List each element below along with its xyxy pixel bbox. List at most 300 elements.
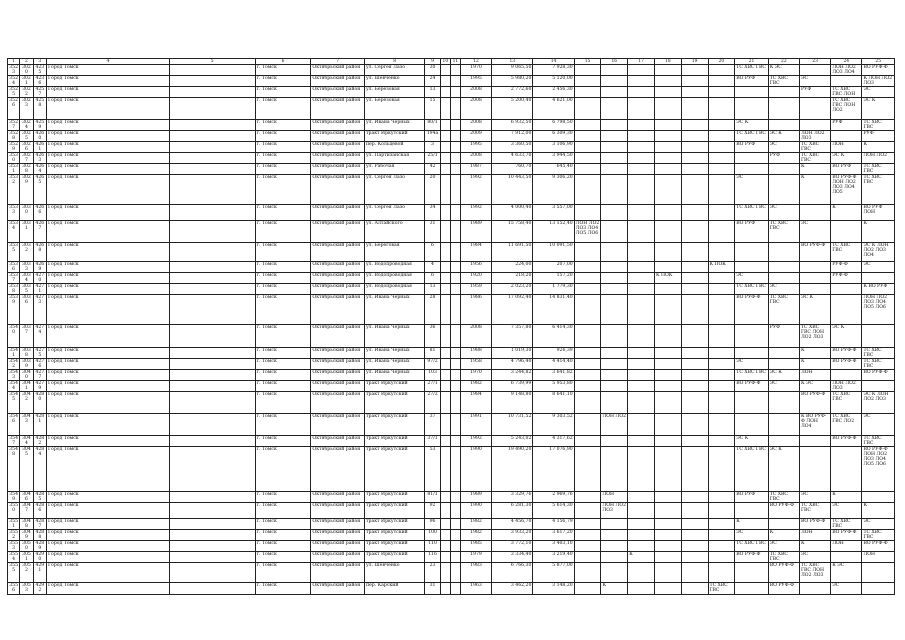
table-cell-col-7: Октябрьский район (311, 175, 365, 205)
table-cell-col-10 (440, 153, 450, 164)
table-cell-col-15 (574, 153, 601, 164)
table-cell-col-20 (708, 447, 735, 492)
table-cell-col-17 (628, 175, 655, 205)
table-cell-col-23 (799, 436, 830, 447)
table-cell-col-21: ТС ХВС ГВС (735, 447, 768, 492)
table-cell-col-3: 4257 (33, 87, 46, 98)
table-cell-col-5 (169, 175, 255, 205)
table-cell-col-25: ВО РУФ-Ф (862, 541, 895, 552)
table-cell-col-14: 7 928,30 (533, 65, 574, 76)
table-cell-col-3: 4265 (33, 175, 46, 205)
table-cell-col-3: 4292 (33, 583, 46, 595)
table-cell-col-3: 4279 (33, 381, 46, 392)
table-cell-col-22 (768, 519, 799, 530)
table-cell-col-19 (681, 131, 708, 142)
column-number-1: 1 (8, 59, 20, 65)
table-cell-col-23: РУФ (799, 87, 830, 98)
table-cell-col-22 (768, 175, 799, 205)
table-cell-col-20 (708, 348, 735, 359)
table-row (8, 175, 895, 205)
table-cell-col-2: 3048 (20, 519, 33, 530)
table-cell-col-9: 25/1 (425, 153, 441, 164)
table-cell-col-13: 10 731,52 (492, 414, 533, 436)
table-cell-col-6: г. Томск (255, 414, 311, 436)
table-cell-col-25: ВО РУФ-Ф ЛОН ЛО2 ЛО3 ЛО4 ЛО5 ЛО6 (862, 447, 895, 492)
table-cell-col-6: г. Томск (255, 492, 311, 503)
table-cell-col-14: 3 617,20 (533, 530, 574, 541)
column-number-4: 4 (47, 59, 170, 65)
table-cell-col-20 (708, 563, 735, 583)
table-cell-col-8: ул. Алтайского (364, 221, 424, 243)
table-cell-col-8: ул. Ивана Черных (364, 325, 424, 348)
table-cell-col-1: 3546 (8, 414, 20, 436)
table-cell-col-2: 3026 (20, 142, 33, 153)
table-cell-col-2: 3028 (20, 164, 33, 175)
table-cell-col-15 (574, 142, 601, 153)
table-cell-col-13: 2 023,20 (492, 284, 533, 295)
table-cell-col-18 (654, 325, 681, 348)
table-cell-col-19 (681, 120, 708, 131)
table-cell-col-15 (574, 381, 601, 392)
table-cell-col-8: ул. Ивана Черных (364, 295, 424, 325)
table-cell-col-5 (169, 348, 255, 359)
table-cell-col-22: ВО РУФ-Ф (768, 563, 799, 583)
column-number-15: 15 (574, 59, 601, 65)
table-cell-col-25: ЭС К (862, 98, 895, 120)
table-cell-col-5 (169, 120, 255, 131)
table-cell-col-7: Октябрьский район (311, 76, 365, 87)
table-cell-col-7: Октябрьский район (311, 273, 365, 284)
table-cell-col-17 (628, 325, 655, 348)
table-cell-col-6: г. Томск (255, 76, 311, 87)
table-cell-col-20 (708, 381, 735, 392)
table-cell-col-5 (169, 541, 255, 552)
table-row (8, 414, 895, 436)
table-cell-col-14: 926,39 (533, 348, 574, 359)
table-cell-col-1: 3553 (9, 541, 19, 551)
table-cell-col-3: 4270 (33, 273, 46, 284)
table-cell-col-8: тракт Иркутский (364, 414, 424, 436)
table-cell-col-12: 1989 (460, 492, 491, 503)
table-cell-col-4: Город Томск (47, 76, 170, 87)
table-cell-col-25: К (862, 221, 895, 243)
table-cell-col-9: 13 (425, 87, 441, 98)
table-cell-col-9: 15 (425, 98, 441, 120)
table-cell-col-22: ЭС (768, 284, 799, 295)
table-cell-col-21 (735, 325, 768, 348)
table-cell-col-11 (450, 325, 460, 348)
table-cell-col-14: 3 944,50 (533, 153, 574, 164)
table-cell-col-24 (831, 447, 862, 492)
table-cell-col-13: 4 633,70 (492, 153, 533, 164)
table-cell-col-19 (681, 359, 708, 370)
table-cell-col-24: ЛОН (831, 541, 862, 552)
table-cell-col-20 (708, 98, 735, 120)
table-cell-col-7: Октябрьский район (311, 359, 365, 370)
table-cell-col-18 (654, 243, 681, 262)
table-cell-col-21: ЭС (735, 175, 768, 205)
table-cell-col-2: 3044 (20, 436, 33, 447)
table-cell-col-13: 6 281,30 (492, 503, 533, 519)
table-cell-col-24: ЭС (831, 583, 862, 595)
table-cell-col-16: ЛОН ЛО2 ЛО3 (601, 503, 628, 519)
table-cell-col-11 (450, 563, 460, 583)
table-cell-col-24 (831, 295, 862, 325)
table-cell-col-2: 3027 (20, 153, 33, 164)
table-row (8, 392, 895, 414)
table-cell-col-1: 3538 (9, 284, 19, 294)
table-cell-col-24: РУФ (831, 120, 862, 131)
column-number-21: 21 (735, 59, 768, 65)
table-cell-col-18 (654, 583, 681, 595)
table-cell-col-10 (440, 447, 450, 492)
table-cell-col-23: ТС ХВС ГВС ЛОН ЛО2 ЛО3 (799, 563, 830, 583)
table-cell-col-3: 4276 (33, 359, 46, 370)
table-cell-col-21: ТС ХВС ГВС (735, 370, 768, 381)
table-cell-col-5 (169, 325, 255, 348)
table-cell-col-5 (169, 492, 255, 503)
table-cell-col-5 (169, 583, 255, 595)
table-cell-col-4: Город Томск (47, 142, 170, 153)
column-number-6: 6 (255, 59, 311, 65)
table-cell-col-16 (601, 164, 628, 175)
table-cell-col-3: 4235 (33, 65, 46, 76)
table-cell-col-3: 4260 (33, 131, 46, 142)
table-cell-col-23: ТС ХВС ГВС (799, 503, 830, 519)
column-number-11: 11 (450, 59, 460, 65)
table-cell-col-23: К (799, 541, 830, 552)
table-cell-col-2: 3032 (20, 243, 33, 262)
table-cell-col-13: 3 772,10 (492, 541, 533, 552)
table-cell-col-20 (708, 87, 735, 98)
table-cell-col-16 (601, 370, 628, 381)
table-cell-col-11 (450, 295, 460, 325)
table-cell-col-23 (799, 120, 830, 131)
table-cell-col-18 (654, 142, 681, 153)
table-cell-col-14: 4 317,62 (533, 436, 574, 447)
table-cell-col-16 (601, 76, 628, 87)
table-row (8, 243, 895, 262)
table-cell-col-8: ул. Водопроводная (364, 262, 424, 273)
table-cell-col-21: ТС ХВС ГВС (735, 131, 768, 142)
table-cell-col-21: ВО РУФ-Ф (735, 381, 768, 392)
table-cell-col-4: Город Томск (47, 503, 170, 519)
table-cell-col-16 (601, 65, 628, 76)
table-cell-col-22: ЭС (768, 541, 799, 552)
table-cell-col-1: 3547 (9, 436, 19, 446)
table-row (8, 541, 895, 552)
table-cell-col-16 (601, 120, 628, 131)
table-cell-col-19 (681, 370, 708, 381)
table-cell-col-7: Октябрьский район (311, 519, 365, 530)
table-cell-col-1: 3551 (9, 519, 19, 529)
table-cell-col-15 (574, 348, 601, 359)
table-cell-col-1: 3525 (9, 87, 19, 97)
table-cell-col-9: 20 (425, 175, 441, 205)
table-cell-col-19 (681, 76, 708, 87)
table-cell-col-16 (601, 221, 628, 243)
column-number-19: 19 (681, 59, 708, 65)
table-cell-col-7: Октябрьский район (311, 392, 365, 414)
table-cell-col-16 (601, 175, 628, 205)
table-cell-col-17 (628, 370, 655, 381)
table-cell-col-5 (169, 98, 255, 120)
table-cell-col-14: 8 641,10 (533, 392, 574, 414)
table-cell-col-11 (450, 205, 460, 221)
column-number-25: 25 (862, 59, 895, 65)
table-cell-col-15 (574, 243, 601, 262)
table-cell-col-8: ул. Ивана Черных (364, 348, 424, 359)
table-row (8, 284, 895, 295)
table-cell-col-21: ЭС (735, 273, 768, 284)
table-cell-col-21: ЭС (735, 530, 768, 541)
table-cell-col-1: 3527 (9, 120, 19, 130)
table-cell-col-23: К ВО РУФ-Ф ЛОН ЛО4 (799, 414, 830, 436)
table-cell-col-14: 1 779,30 (533, 284, 574, 295)
table-cell-col-10 (440, 164, 450, 175)
table-cell-col-13: 218,20 (492, 273, 533, 284)
table-cell-col-12: 1987 (460, 164, 491, 175)
table-cell-col-17 (628, 131, 655, 142)
table-cell-col-13: 3 462,20 (492, 583, 533, 595)
table-cell-col-5 (169, 563, 255, 583)
table-cell-col-10 (440, 65, 450, 76)
table-cell-col-11 (450, 392, 460, 414)
table-cell-col-20 (708, 359, 735, 370)
table-cell-col-7: Октябрьский район (311, 153, 365, 164)
table-cell-col-3: 4266 (33, 205, 46, 221)
table-cell-col-4: Город Томск (47, 98, 170, 120)
table-row (8, 142, 895, 153)
table-cell-col-25: ЭС К ЛОН ЛО2 ЛО3 (862, 392, 895, 414)
table-cell-col-13: 6 739,99 (492, 381, 533, 392)
table-cell-col-25 (862, 563, 895, 583)
table-cell-col-7: Октябрьский район (311, 243, 365, 262)
table-cell-col-2: 3025 (20, 131, 33, 142)
table-row (8, 76, 895, 87)
table-cell-col-11 (450, 273, 460, 284)
table-cell-col-15 (574, 436, 601, 447)
table-cell-col-14: 2 969,76 (533, 492, 574, 503)
table-cell-col-18 (654, 530, 681, 541)
table-cell-col-13: 3 360,50 (492, 142, 533, 153)
table-cell-col-24: ВО РУФ-Ф ЛОН ЛО2 ЛО3 ЛО4 ЛО5 (831, 175, 862, 205)
table-cell-col-21 (735, 583, 768, 595)
table-cell-col-14: 13 152,40 (533, 221, 574, 243)
table-cell-col-19 (681, 243, 708, 262)
table-cell-col-2: 3039 (20, 359, 33, 370)
table-cell-col-23: К (799, 175, 830, 205)
table-cell-col-15 (574, 503, 601, 519)
table-cell-col-18 (654, 541, 681, 552)
table-cell-col-7: Октябрьский район (311, 503, 365, 519)
table-row (8, 153, 895, 164)
table-cell-col-9: 30 (425, 65, 441, 76)
table-cell-col-7: Октябрьский район (311, 164, 365, 175)
table-cell-col-7: Октябрьский район (311, 563, 365, 583)
table-cell-col-3: 4277 (33, 370, 46, 381)
table-cell-col-25 (862, 325, 895, 348)
table-cell-col-15 (574, 519, 601, 530)
table-cell-col-19 (681, 87, 708, 98)
table-cell-col-20 (708, 541, 735, 552)
table-cell-col-9: 103 (425, 370, 441, 381)
table-row (8, 262, 895, 273)
table-cell-col-7: Октябрьский район (311, 541, 365, 552)
table-cell-col-17 (628, 392, 655, 414)
table-cell-col-10 (440, 381, 450, 392)
table-cell-col-10 (440, 221, 450, 243)
table-cell-col-1: 3535 (8, 243, 20, 262)
table-cell-col-3: 4236 (33, 76, 46, 87)
table-cell-col-3: 4268 (33, 243, 46, 262)
table-cell-col-16 (601, 142, 628, 153)
table-cell-col-10 (440, 120, 450, 131)
table-cell-col-19 (681, 503, 708, 519)
table-cell-col-21: ТС ХВС ГВС (735, 284, 768, 295)
table-row (8, 325, 895, 348)
table-cell-col-8: пер. Кольцевой (364, 142, 424, 153)
table-cell-col-15 (574, 447, 601, 492)
table-cell-col-6: г. Томск (255, 325, 311, 348)
table-cell-col-2: 3038 (20, 348, 33, 359)
table-cell-col-16: ЛОН (601, 492, 628, 503)
table-cell-col-23 (799, 98, 830, 120)
table-cell-col-21: ТС ХВС ГВС (735, 205, 768, 221)
table-cell-col-5 (169, 65, 255, 76)
table-cell-col-5 (169, 295, 255, 325)
table-cell-col-19 (681, 519, 708, 530)
table-cell-col-22 (768, 436, 799, 447)
table-cell-col-13: 4 000,40 (492, 205, 533, 221)
table-cell-col-8: пер. Карский (364, 583, 424, 595)
column-number-14: 14 (533, 59, 574, 65)
table-cell-col-5 (169, 205, 255, 221)
table-cell-col-5 (169, 273, 255, 284)
table-cell-col-21 (735, 563, 768, 583)
table-cell-col-16 (601, 519, 628, 530)
table-cell-col-24: ТС ХВС ГВС ЛОН (831, 87, 862, 98)
table-cell-col-11 (450, 142, 460, 153)
table-cell-col-8: ул. Сергея Лазо (364, 175, 424, 205)
table-cell-col-18 (654, 414, 681, 436)
table-cell-col-18 (654, 370, 681, 381)
table-cell-col-24 (831, 221, 862, 243)
table-cell-col-24 (831, 552, 862, 563)
table-cell-col-18 (654, 120, 681, 131)
table-cell-col-21 (735, 348, 768, 359)
column-number-16: 16 (601, 59, 628, 65)
table-cell-col-14: 3 641,82 (533, 370, 574, 381)
table-cell-col-24: К (831, 205, 862, 221)
table-cell-col-4: Город Томск (47, 348, 170, 359)
table-cell-col-16 (601, 447, 628, 492)
column-number-2: 2 (20, 59, 33, 65)
table-cell-col-1: 3548 (8, 447, 20, 492)
table-cell-col-9: 23 (425, 563, 441, 583)
table-cell-col-9: 36 (425, 325, 441, 348)
table-cell-col-11 (450, 583, 460, 595)
table-cell-col-1: 3537 (9, 273, 19, 283)
table-cell-col-25: ЛОН (862, 552, 895, 563)
table-cell-col-24 (831, 76, 862, 87)
table-cell-col-21: ТС ХВС ГВС (735, 65, 768, 76)
table-cell-col-9: 31 (425, 221, 441, 243)
table-cell-col-19 (681, 530, 708, 541)
table-cell-col-6: г. Томск (255, 131, 311, 142)
table-cell-col-20 (708, 492, 735, 503)
table-cell-col-16: ЛОН ЛО2 (601, 414, 628, 436)
table-cell-col-4: Город Томск (47, 205, 170, 221)
table-cell-col-2: 3042 (20, 392, 33, 414)
table-cell-col-4: Город Томск (47, 87, 170, 98)
table-cell-col-7: Октябрьский район (311, 492, 365, 503)
table-cell-col-18 (654, 98, 681, 120)
table-cell-col-12: 2008 (460, 98, 491, 120)
table-cell-col-9: 194а (425, 131, 441, 142)
table-cell-col-7: Октябрьский район (311, 583, 365, 595)
table-cell-col-15 (574, 359, 601, 370)
table-cell-col-19 (681, 175, 708, 205)
table-cell-col-12: 1970 (460, 370, 491, 381)
table-cell-col-4: Город Томск (47, 552, 170, 563)
table-cell-col-13: 6 932,50 (492, 120, 533, 131)
table-cell-col-8: тракт Иркутский (364, 392, 424, 414)
table-cell-col-18 (654, 519, 681, 530)
table-cell-col-12: 1983 (460, 563, 491, 583)
table-cell-col-25: ЭС (862, 414, 895, 436)
table-row (8, 492, 895, 503)
table-cell-col-21 (735, 164, 768, 175)
table-row (8, 205, 895, 221)
table-cell-col-4: Город Томск (47, 381, 170, 392)
table-cell-col-6: г. Томск (255, 87, 311, 98)
column-number-24: 24 (831, 59, 862, 65)
table-cell-col-20 (708, 205, 735, 221)
table-cell-col-4: Город Томск (47, 563, 170, 583)
table-cell-col-22: К ЭС (768, 65, 799, 76)
table-cell-col-7: Октябрьский район (311, 87, 365, 98)
table-row (8, 120, 895, 131)
table-cell-col-10 (440, 414, 450, 436)
column-number-13: 13 (492, 59, 533, 65)
table-cell-col-23: ТС ХВС ГВС (799, 142, 830, 153)
table-cell-col-22 (768, 120, 799, 131)
table-cell-col-8: ул. Сергея Лазо (364, 65, 424, 76)
table-cell-col-12: 1992 (460, 205, 491, 221)
table-cell-col-2: 3052 (20, 563, 33, 583)
table-cell-col-19 (681, 381, 708, 392)
table-cell-col-21 (735, 153, 768, 164)
column-number-3: 3 (33, 59, 46, 65)
table-cell-col-14: 3 219,40 (533, 552, 574, 563)
table-cell-col-20 (708, 370, 735, 381)
table-cell-col-15 (574, 175, 601, 205)
table-cell-col-19 (681, 142, 708, 153)
table-cell-col-9: 34 (425, 205, 441, 221)
table-cell-col-15 (574, 583, 601, 595)
table-cell-col-6: г. Томск (255, 583, 311, 595)
table-cell-col-17 (628, 153, 655, 164)
table-cell-col-17 (628, 262, 655, 273)
table-cell-col-6: г. Томск (255, 541, 311, 552)
table-cell-col-23: ВО РУФ-Ф (799, 243, 830, 262)
table-cell-col-13: 11 691,50 (492, 243, 533, 262)
table-cell-col-4: Город Томск (47, 221, 170, 243)
table-row (8, 552, 895, 563)
table-cell-col-13: 3 329,76 (492, 492, 533, 503)
table-cell-col-7: Октябрьский район (311, 65, 365, 76)
